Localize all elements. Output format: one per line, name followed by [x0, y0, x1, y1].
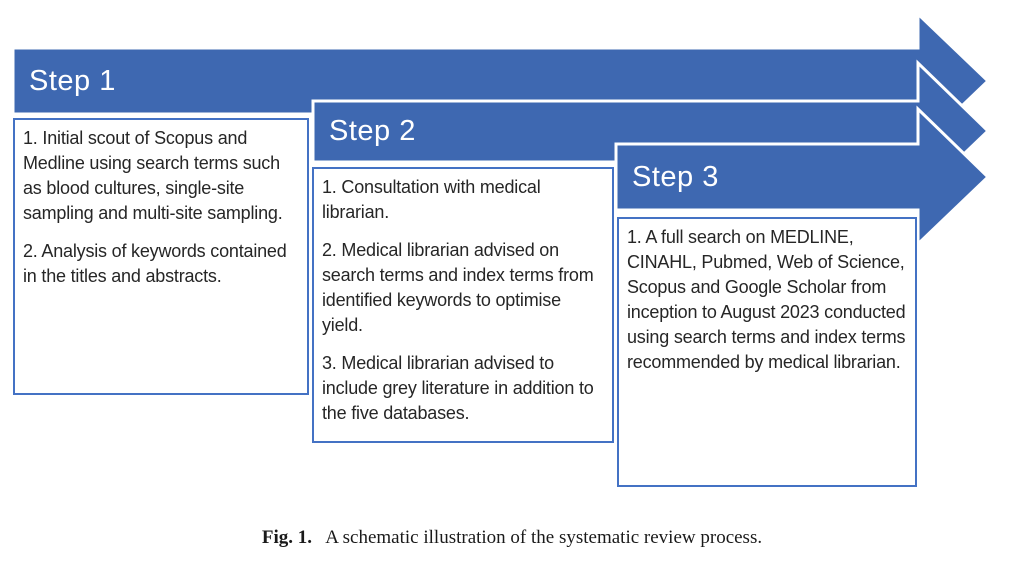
- caption-text: A schematic illustration of the systematic review process.: [325, 527, 763, 548]
- step3-textbox: [617, 217, 917, 487]
- step2-textbox: [312, 167, 614, 443]
- figure-caption: [0, 527, 1024, 549]
- step2-item-3: 3. Medical librarian advised to include grey literature in addition to the five databases.: [322, 353, 594, 423]
- step3-banner-label: Step 3: [632, 160, 719, 193]
- step3-item-1: 1. A full search on MEDLINE, CINAHL, Pubmed, Web of Science, Scopus and Google Scholar from inception to August 2023 conducted using search terms and index terms recommended by medical librarian.: [627, 227, 906, 372]
- step2-banner-label: Step 2: [329, 115, 416, 147]
- step1-item-2: 2. Analysis of keywords contained in the titles and abstracts.: [23, 241, 287, 286]
- step1-textbox: [13, 118, 309, 395]
- step1-item-1: 1. Initial scout of Scopus and Medline using search terms such as blood cultures, single-site sampling and multi-site sampling.: [23, 128, 283, 223]
- step2-item-1: 1. Consultation with medical librarian.: [322, 177, 541, 222]
- step1-banner-label: Step 1: [29, 64, 116, 97]
- caption-label: Fig. 1.: [261, 527, 322, 548]
- step2-item-2: 2. Medical librarian advised on search terms and index terms from identified keywords to optimise yield.: [322, 240, 594, 335]
